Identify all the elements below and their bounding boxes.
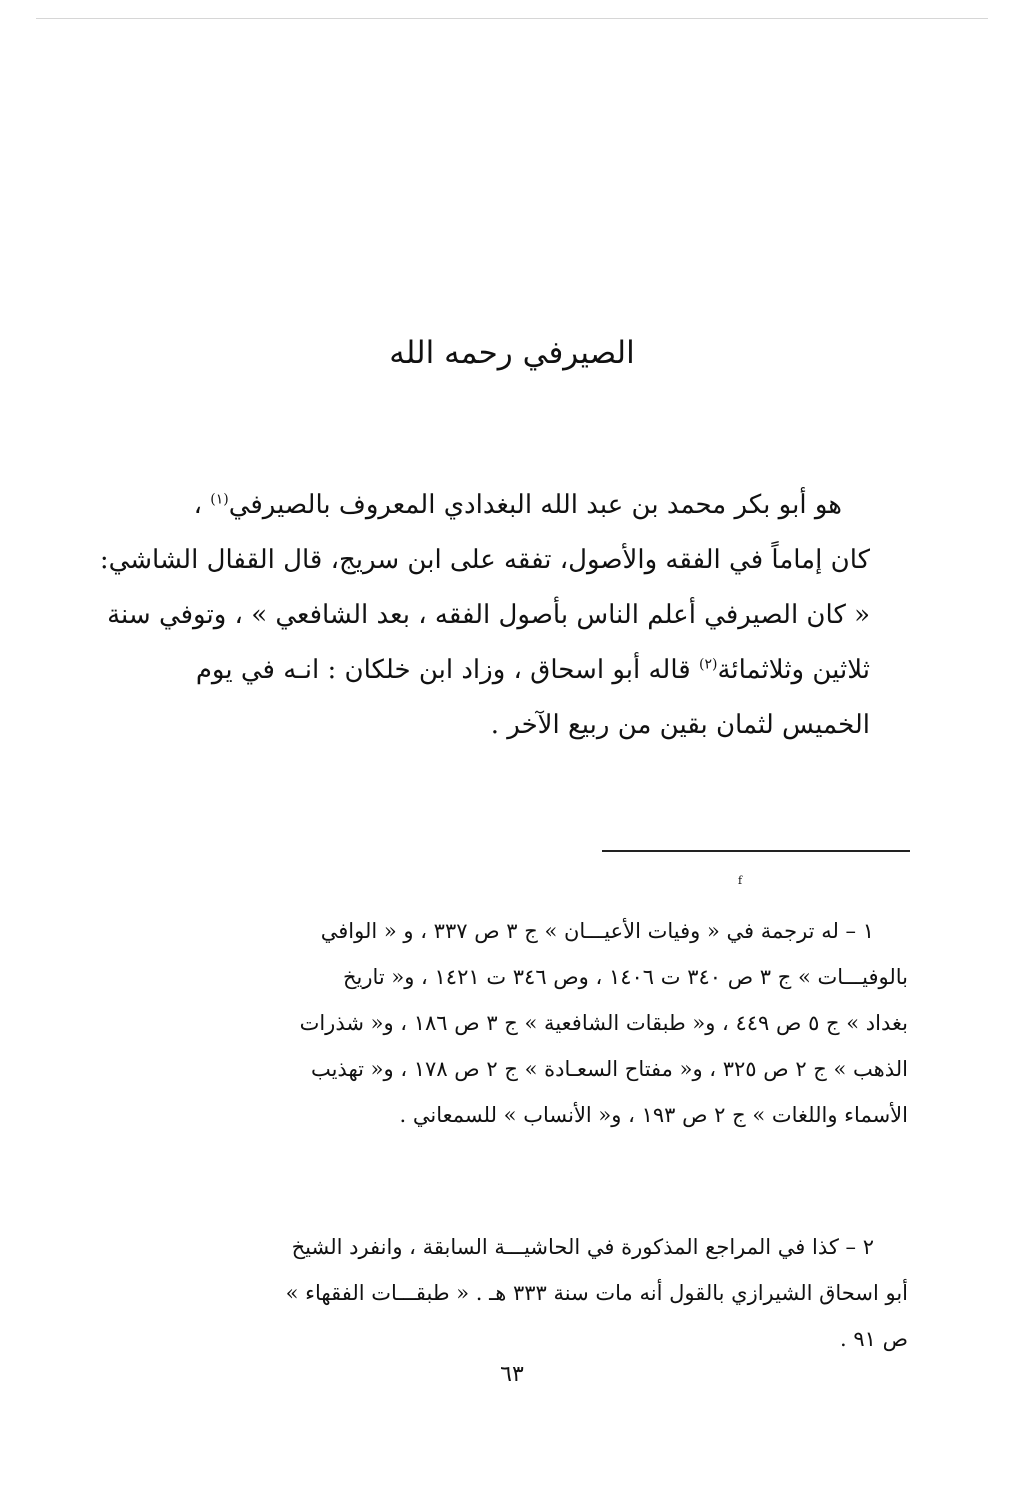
footnote-line: الذهب » ج ٢ ص ٣٢٥ ، و« مفتاح السعـادة » ج ٢ ص ١٧٨ ، و« تهذيب bbox=[310, 1057, 908, 1081]
top-divider bbox=[36, 18, 988, 19]
footnote-line: بالوفيـــات » ج ٣ ص ٣٤٠ ت ١٤٠٦ ، وص ٣٤٦ ت ١٤٢١ ، و« تاريخ bbox=[342, 965, 908, 989]
body-line: كان إماماً في الفقه والأصول، تفقه على ابن سريج، قال القفال الشاشي: bbox=[99, 545, 870, 575]
body-line-tail: ، bbox=[193, 490, 211, 520]
body-line: « كان الصيرفي أعلم الناس بأصول الفقه ، بعد الشافعي » ، وتوفي سنة bbox=[107, 600, 870, 630]
footnote-divider bbox=[602, 850, 910, 852]
body-text bbox=[99, 478, 870, 753]
body-line-text: هو أبو بكر محمد بن عبد الله البغدادي المعروف بالصيرفي bbox=[228, 490, 842, 520]
footnote-line: ٢ – كذا في المراجع المذكورة في الحاشيـــة السابقة ، وانفرد الشيخ bbox=[291, 1235, 874, 1259]
body-line-text: ثلاثين وثلاثمائة bbox=[717, 655, 870, 685]
footnote-line: ص ٩١ . bbox=[840, 1327, 908, 1351]
footnote-line: ١ – له ترجمة في « وفيات الأعيـــان » ج ٣ ص ٣٣٧ ، و « الوافي bbox=[320, 919, 874, 943]
page-number: ٦٣ bbox=[500, 1362, 524, 1387]
footnote-1 bbox=[146, 908, 908, 1138]
footnote-ref: (١) bbox=[210, 491, 229, 508]
body-line bbox=[140, 643, 870, 698]
body-line: الخميس لثمان بقين من ربيع الآخر . bbox=[490, 710, 870, 740]
body-line-tail: قاله أبو اسحاق ، وزاد ابن خلكان : انـه في يوم bbox=[195, 655, 699, 685]
footnote-line: الأسماء واللغات » ج ٢ ص ١٩٣ ، و« الأنساب » للسمعاني . bbox=[399, 1103, 908, 1127]
footnote-mark: f bbox=[738, 874, 743, 887]
footnote-line: أبو اسحاق الشيرازي بالقول أنه مات سنة ٣٣٣ هـ . « طبقـــات الفقهاء » bbox=[285, 1281, 908, 1305]
footnote-2 bbox=[146, 1224, 908, 1362]
body-line bbox=[140, 478, 870, 533]
footnote-line: بغداد » ج ٥ ص ٤٤٩ ، و« طبقات الشافعية » ج ٣ ص ١٨٦ ، و« شذرات bbox=[299, 1011, 908, 1035]
footnote-ref: (٢) bbox=[698, 656, 718, 673]
page-heading: الصيرفي رحمه الله bbox=[389, 335, 635, 371]
